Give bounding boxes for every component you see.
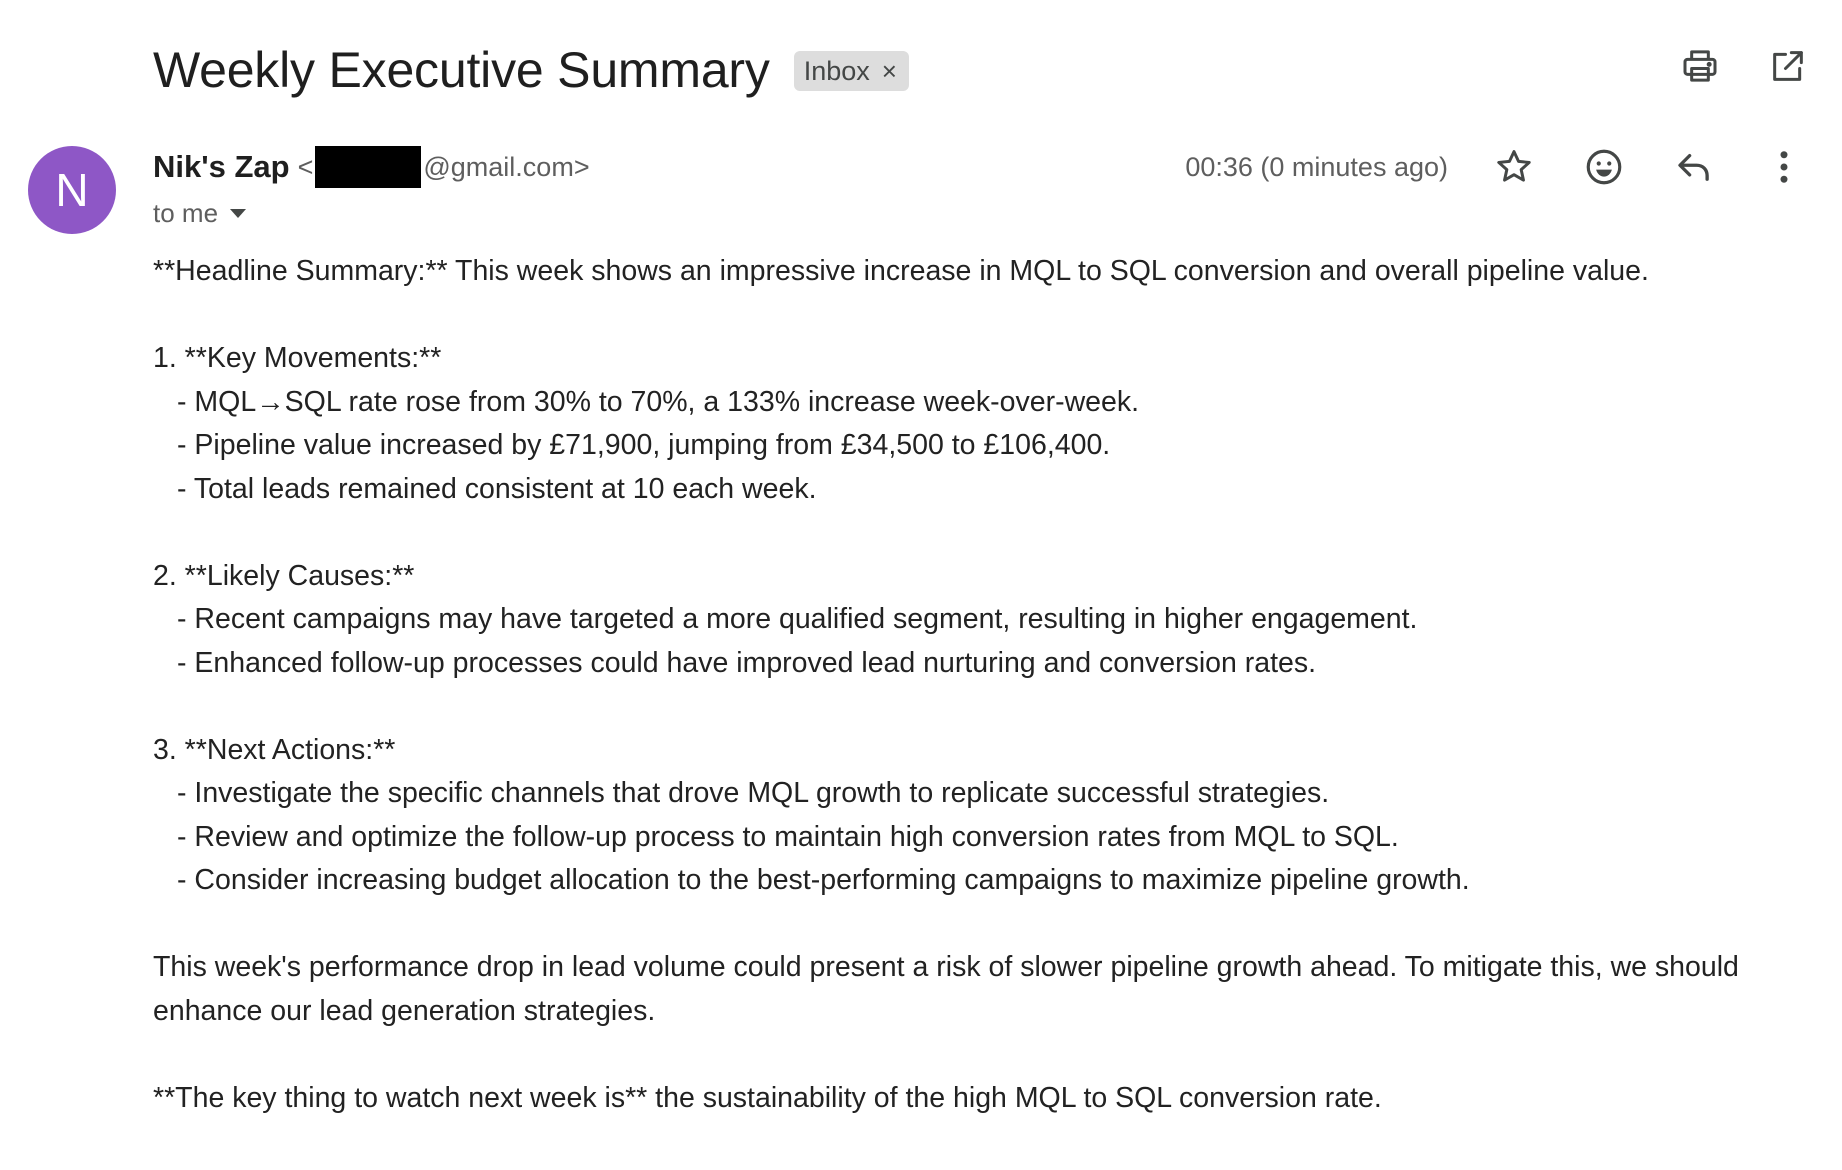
email-body	[153, 250, 1793, 1120]
risk-paragraph: This week's performance drop in lead volume could present a risk of slower pipeline growth ahead. To mitigate this, we should enhance our lead generation strategies.	[153, 951, 1739, 1027]
recipient-text: to me	[153, 197, 219, 228]
section-next-actions-title: 3. **Next Actions:**	[153, 733, 396, 766]
reply-icon	[1673, 146, 1715, 188]
reply-button[interactable]	[1672, 145, 1716, 189]
email-subject: Weekly Executive Summary	[153, 42, 770, 98]
list-item: - Review and optimize the follow-up process to maintain high conversion rates from MQL to SQL.	[177, 820, 1399, 853]
closing-line: **The key thing to watch next week is** the sustainability of the high MQL to SQL conversion rate.	[153, 1081, 1382, 1114]
redacted-block	[315, 146, 421, 188]
open-in-new-window-button[interactable]	[1766, 44, 1810, 88]
timestamp: 00:36 (0 minutes ago)	[1185, 151, 1448, 182]
open-in-new-icon	[1768, 46, 1808, 86]
list-item: - Consider increasing budget allocation to the best-performing campaigns to maximize pipeline growth.	[177, 864, 1470, 896]
sender-email-domain: @gmail.com>	[423, 151, 590, 182]
show-details-chevron-down-icon[interactable]	[230, 209, 246, 218]
sender-row	[153, 145, 590, 189]
star-button[interactable]	[1492, 145, 1536, 189]
add-reaction-button[interactable]	[1582, 145, 1626, 189]
section-key-movements-title: 1. **Key Movements:**	[153, 342, 442, 374]
thread-toolbar	[1678, 44, 1810, 88]
printer-icon	[1680, 46, 1720, 86]
label-text: Inbox	[803, 55, 870, 86]
more-vert-icon	[1763, 146, 1805, 188]
inbox-label-chip[interactable]	[794, 51, 909, 91]
list-item: - Enhanced follow-up processes could have improved lead nurturing and conversion rates.	[177, 646, 1317, 679]
list-item: - Investigate the specific channels that drove MQL growth to replicate successful strategies.	[177, 777, 1330, 809]
message-actions	[1185, 145, 1806, 189]
list-item: - Recent campaigns may have targeted a more qualified segment, resulting in higher engagement.	[177, 603, 1418, 635]
sender-email-open-bracket: <	[297, 151, 314, 182]
sender-name[interactable]: Nik's Zap	[153, 149, 290, 184]
subject-row	[153, 38, 909, 102]
section-likely-causes-title: 2. **Likely Causes:**	[153, 559, 415, 592]
more-options-button[interactable]	[1762, 145, 1806, 189]
star-icon	[1493, 146, 1535, 188]
emoji-icon	[1583, 146, 1625, 188]
recipient-row	[153, 195, 246, 231]
sender-avatar[interactable]: N	[28, 146, 116, 234]
list-item: - MQL→SQL rate rose from 30% to 70%, a 133% increase week-over-week.	[177, 385, 1140, 418]
headline-summary: **Headline Summary:** This week shows an impressive increase in MQL to SQL conversion and overall pipeline value.	[153, 255, 1649, 287]
remove-label-button[interactable]: ×	[881, 55, 897, 86]
list-item: - Pipeline value increased by £71,900, jumping from £34,500 to £106,400.	[177, 429, 1111, 461]
list-item: - Total leads remained consistent at 10 each week.	[177, 472, 817, 505]
print-button[interactable]	[1678, 44, 1722, 88]
sender-email	[298, 146, 590, 188]
